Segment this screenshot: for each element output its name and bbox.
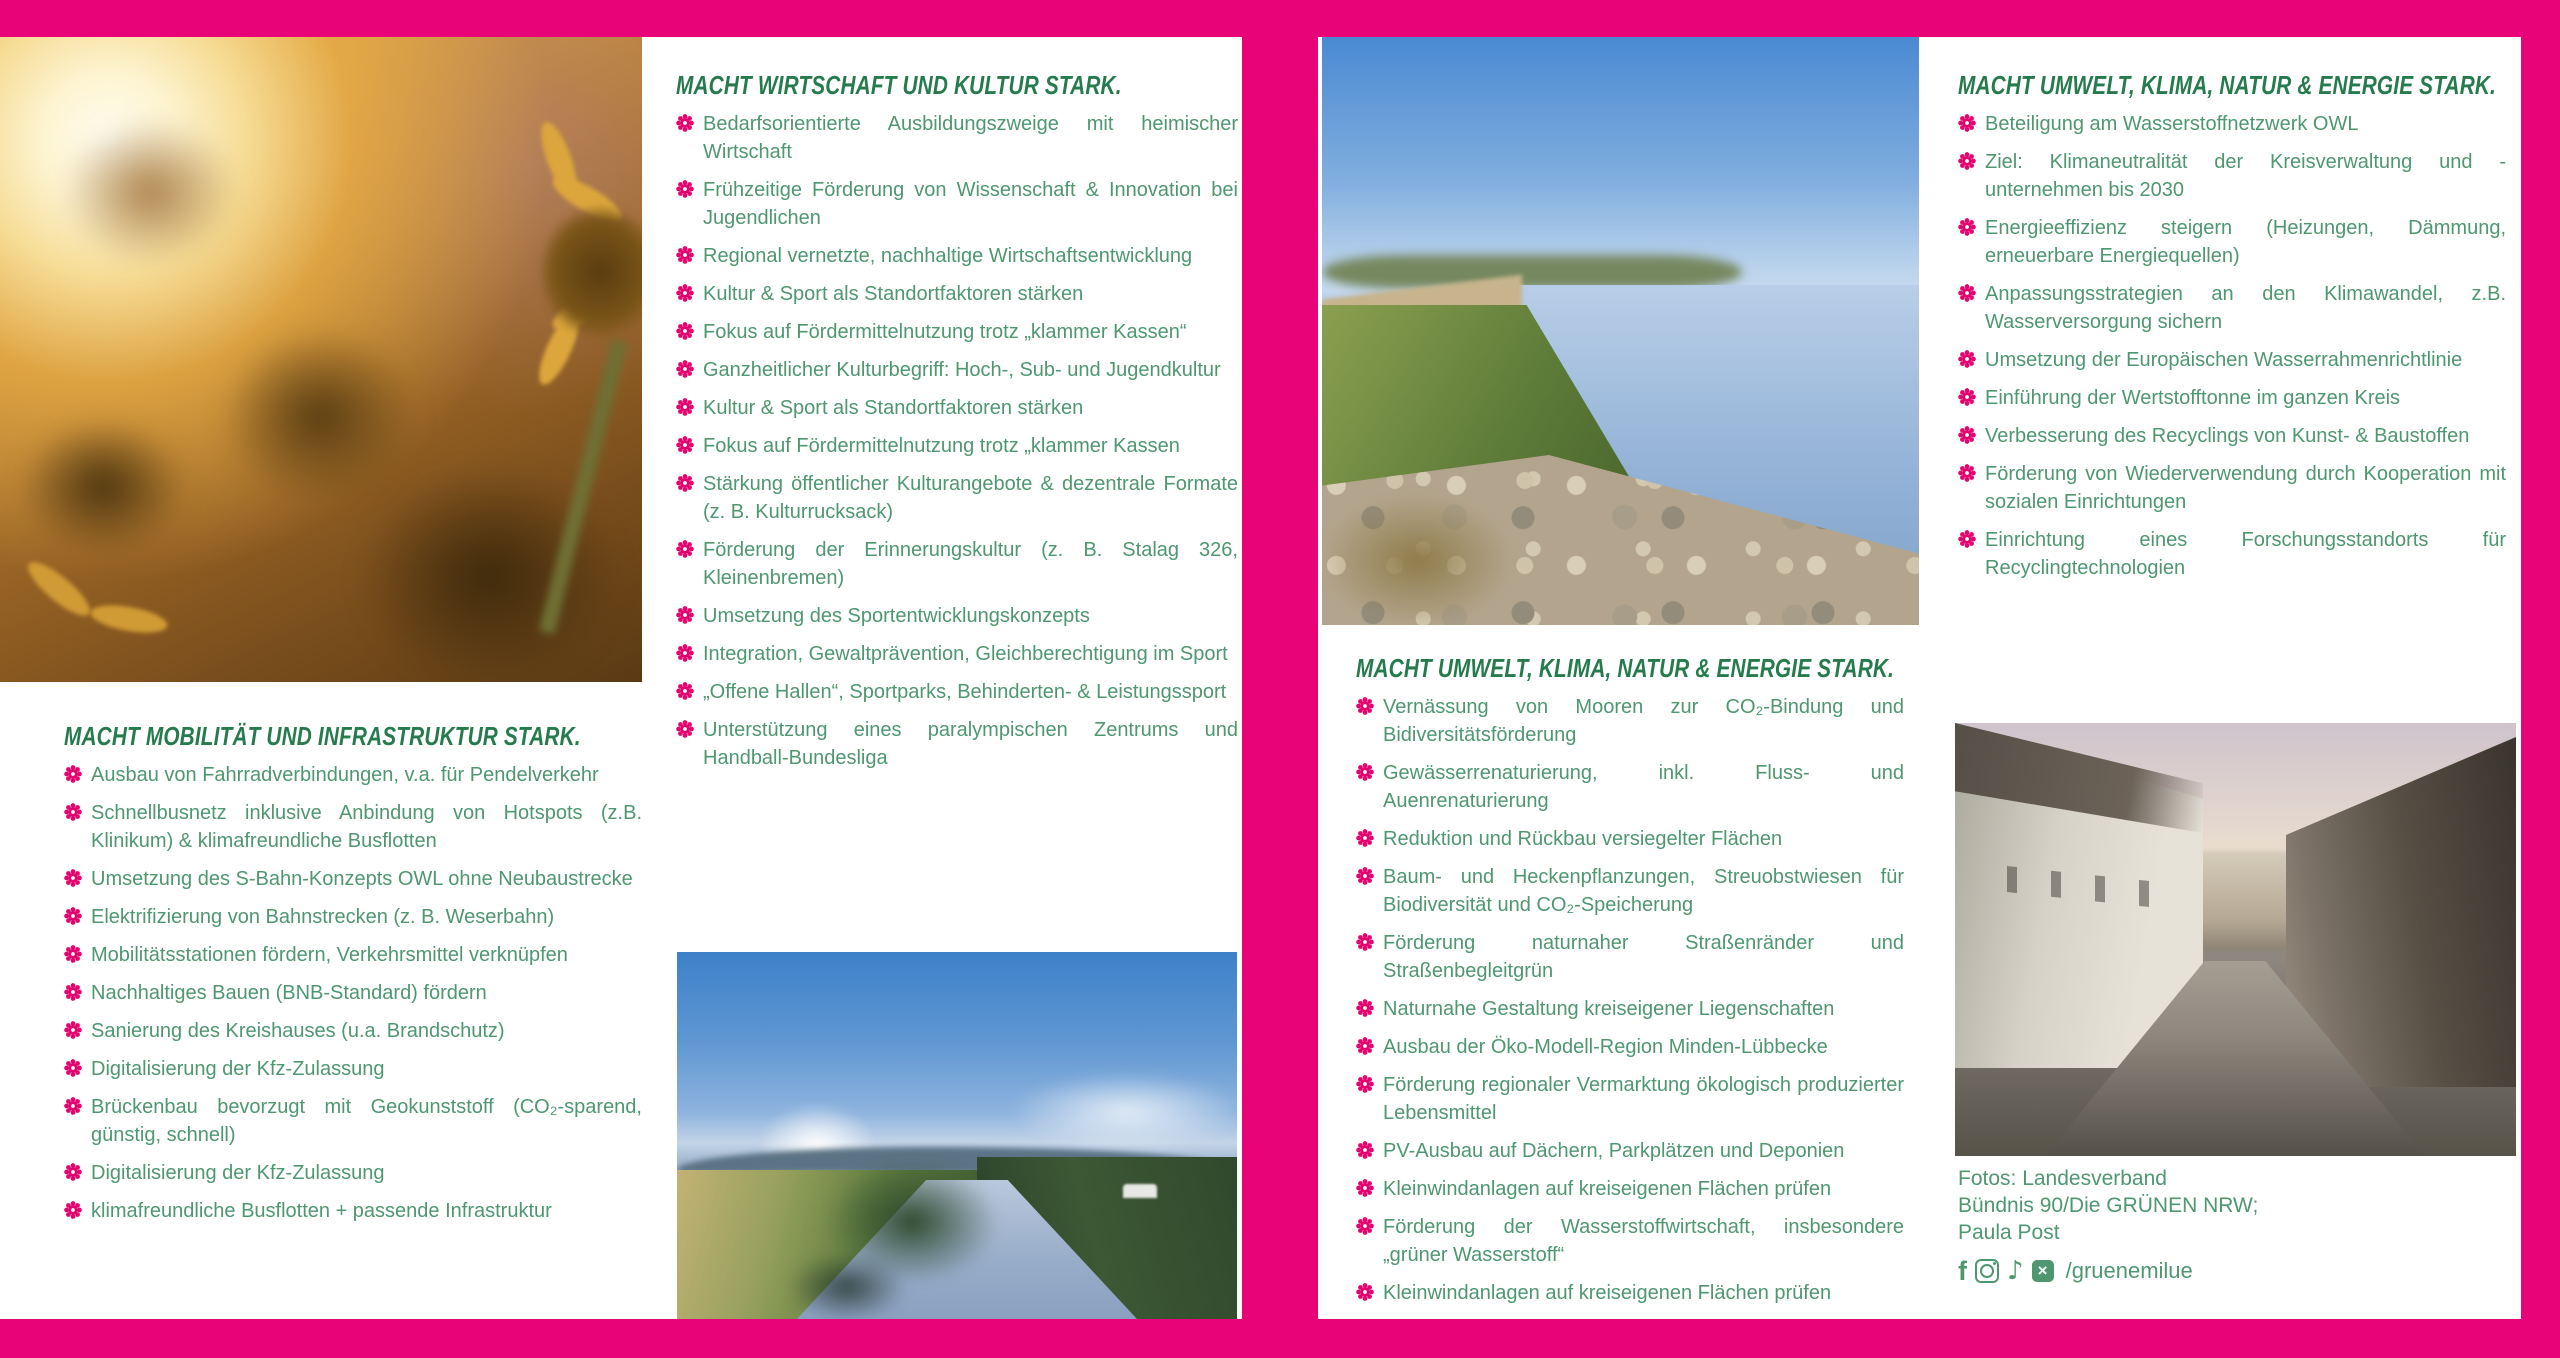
facebook-icon: f (1958, 1255, 1967, 1286)
flower-bullet-icon (1958, 280, 1976, 336)
list-item (64, 979, 642, 1007)
list-item-text: Regional vernetzte, nachhaltige Wirtschaftsentwicklung (703, 245, 1193, 267)
bullet-list (64, 761, 642, 1225)
list-item (676, 432, 1238, 460)
list-item-text: Verbesserung des Recyclings von Kunst- & Baustoffen (1985, 425, 2470, 447)
list-item (64, 1093, 642, 1149)
list-item (676, 536, 1238, 592)
flower-bullet-icon (676, 432, 694, 460)
flower-bullet-icon (1958, 422, 1976, 450)
section-economy-culture (676, 70, 1238, 782)
list-item-text: PV-Ausbau auf Dächern, Parkplätzen und Deponien (1383, 1140, 1845, 1162)
list-item (1356, 929, 1904, 985)
list-item (1958, 280, 2506, 336)
list-item (1356, 995, 1904, 1023)
flower-bullet-icon (64, 761, 82, 789)
list-item (1356, 1213, 1904, 1269)
list-item (1356, 1033, 1904, 1061)
flower-bullet-icon (676, 678, 694, 706)
section-heading: MACHT MOBILITÄT UND INFRASTRUKTUR STARK. (64, 721, 581, 751)
flower-bullet-icon (676, 394, 694, 422)
list-item (64, 1055, 642, 1083)
flower-bullet-icon (1958, 346, 1976, 374)
flower-bullet-icon (1356, 693, 1374, 749)
list-item (676, 640, 1238, 668)
list-item (1356, 759, 1904, 815)
list-item (676, 176, 1238, 232)
list-item (1356, 863, 1904, 919)
list-item-text: Förderung der Wasserstoffwirtschaft, insbesondere „grüner Wasserstoff“ (1383, 1216, 1904, 1266)
list-item (676, 394, 1238, 422)
list-item-text: Digitalisierung der Kfz-Zulassung (91, 1058, 385, 1080)
list-item (676, 678, 1238, 706)
flower-bullet-icon (64, 941, 82, 969)
flower-bullet-icon (64, 865, 82, 893)
flower-bullet-icon (676, 176, 694, 232)
list-item-text: Frühzeitige Förderung von Wissenschaft & Innovation bei Jugendlichen (703, 179, 1238, 229)
river-shore-photo (1322, 37, 1919, 625)
list-item-text: Einführung der Wertstofftonne im ganzen Kreis (1985, 387, 2401, 409)
social-handle: /gruenemilue (2065, 1258, 2193, 1283)
list-item-text: Gewässerrenaturierung, inkl. Fluss- und Auenrenaturierung (1383, 762, 1904, 812)
list-item-text: Vernässung von Mooren zur CO₂-Bindung und Bidiversitätsförderung (1383, 696, 1904, 746)
section-heading: MACHT UMWELT, KLIMA, NATUR & ENERGIE STARK. (1356, 653, 1895, 683)
list-item (64, 761, 642, 789)
sunflower-field-photo (0, 37, 642, 682)
list-item-text: Fokus auf Fördermittelnutzung trotz „klammer Kassen (703, 435, 1180, 457)
flower-bullet-icon (1356, 1213, 1374, 1269)
flower-bullet-icon (64, 799, 82, 855)
list-item-text: Umsetzung des S-Bahn-Konzepts OWL ohne Neubaustrecke (91, 868, 633, 890)
list-item-text: Naturnahe Gestaltung kreiseigener Liegenschaften (1383, 998, 1835, 1020)
list-item-text: Ganzheitlicher Kulturbegriff: Hoch-, Sub- und Jugendkultur (703, 359, 1221, 381)
flower-bullet-icon (676, 640, 694, 668)
flower-bullet-icon (1958, 460, 1976, 516)
photo-credits (1958, 1165, 2506, 1284)
list-item (1958, 148, 2506, 204)
bullet-list (676, 110, 1238, 772)
flower-bullet-icon (1356, 929, 1374, 985)
flower-bullet-icon (676, 280, 694, 308)
list-item-text: Nachhaltiges Bauen (BNB-Standard) fördern (91, 982, 487, 1004)
flower-bullet-icon (1356, 759, 1374, 815)
flower-bullet-icon (1958, 148, 1976, 204)
list-item-text: Anpassungsstrategien an den Klimawandel, z.B. Wasserversorgung sichern (1985, 283, 2506, 333)
list-item-text: Kleinwindanlagen auf kreiseigenen Flächen prüfen (1383, 1178, 1832, 1200)
x-icon: × (2032, 1260, 2054, 1282)
list-item-text: Schnellbusnetz inklusive Anbindung von Hotspots (z.B. Klinikum) & klimafreundliche Busflotten (91, 802, 642, 852)
list-item-text: Brückenbau bevorzugt mit Geokunststoff (CO₂-sparend, günstig, schnell) (91, 1096, 642, 1146)
list-item-text: Fokus auf Fördermittelnutzung trotz „klammer Kassen“ (703, 321, 1187, 343)
list-item-text: Unterstützung eines paralympischen Zentrums und Handball-Bundesliga (703, 719, 1238, 769)
list-item (1356, 1175, 1904, 1203)
instagram-icon (1975, 1259, 1999, 1283)
flower-bullet-icon (1356, 995, 1374, 1023)
flower-bullet-icon (1356, 1137, 1374, 1165)
flower-bullet-icon (676, 318, 694, 346)
list-item (1958, 460, 2506, 516)
flyer-page-right (1318, 37, 2521, 1319)
bullet-list (1958, 110, 2506, 582)
flower-bullet-icon (1958, 384, 1976, 412)
list-item (1356, 1071, 1904, 1127)
list-item-text: Kultur & Sport als Standortfaktoren stärken (703, 397, 1084, 419)
old-town-street-photo (1955, 723, 2516, 1156)
list-item (64, 799, 642, 855)
section-mobility (64, 721, 642, 1235)
list-item (64, 1197, 642, 1225)
list-item-text: Förderung der Erinnerungskultur (z. B. Stalag 326, Kleinenbremen) (703, 539, 1238, 589)
flower-bullet-icon (676, 602, 694, 630)
list-item-text: Integration, Gewaltprävention, Gleichberechtigung im Sport (703, 643, 1228, 665)
flower-bullet-icon (1958, 214, 1976, 270)
flower-bullet-icon (676, 110, 694, 166)
flower-bullet-icon (64, 979, 82, 1007)
list-item (1958, 214, 2506, 270)
social-row (1958, 1255, 2506, 1286)
flower-bullet-icon (64, 1093, 82, 1149)
section-heading: MACHT UMWELT, KLIMA, NATUR & ENERGIE STARK. (1958, 70, 2497, 100)
flower-bullet-icon (1958, 526, 1976, 582)
section-environment-2 (1958, 70, 2506, 592)
list-item-text: Beteiligung am Wasserstoffnetzwerk OWL (1985, 113, 2359, 135)
flower-bullet-icon (64, 1197, 82, 1225)
list-item (64, 1017, 642, 1045)
flyer-page-left (0, 37, 1242, 1319)
list-item-text: Ausbau von Fahrradverbindungen, v.a. für Pendelverkehr (91, 764, 599, 786)
list-item-text: Mobilitätsstationen fördern, Verkehrsmittel verknüpfen (91, 944, 568, 966)
river-valley-photo (677, 952, 1237, 1319)
flower-bullet-icon (1356, 863, 1374, 919)
credit-line: Fotos: Landesverband (1958, 1167, 2167, 1190)
list-item-text: Förderung regionaler Vermarktung ökologisch produzierter Lebensmittel (1383, 1074, 1904, 1124)
list-item-text: Kleinwindanlagen auf kreiseigenen Flächen prüfen (1383, 1282, 1832, 1304)
list-item-text: Einrichtung eines Forschungsstandorts für Recyclingtechnologien (1985, 529, 2506, 579)
list-item (64, 941, 642, 969)
bullet-list (1356, 693, 1904, 1307)
list-item-text: Baum- und Heckenpflanzungen, Streuobstwiesen für Biodiversität und CO₂-Speicherung (1383, 866, 1904, 916)
list-item (676, 356, 1238, 384)
flower-bullet-icon (1356, 1033, 1374, 1061)
list-item-text: Reduktion und Rückbau versiegelter Flächen (1383, 828, 1783, 850)
list-item (1958, 422, 2506, 450)
flower-bullet-icon (1958, 110, 1976, 138)
list-item (64, 903, 642, 931)
flower-bullet-icon (676, 716, 694, 772)
list-item (676, 280, 1238, 308)
flower-bullet-icon (1356, 1175, 1374, 1203)
list-item (676, 318, 1238, 346)
list-item (676, 242, 1238, 270)
list-item-text: Förderung von Wiederverwendung durch Kooperation mit sozialen Einrichtungen (1985, 463, 2506, 513)
flower-bullet-icon (676, 356, 694, 384)
flower-bullet-icon (676, 242, 694, 270)
list-item-text: Stärkung öffentlicher Kulturangebote & dezentrale Formate (z. B. Kulturrucksack) (703, 473, 1238, 523)
list-item (676, 110, 1238, 166)
list-item-text: „Offene Hallen“, Sportparks, Behinderten- & Leistungssport (703, 681, 1227, 703)
list-item-text: Digitalisierung der Kfz-Zulassung (91, 1162, 385, 1184)
flower-bullet-icon (64, 1017, 82, 1045)
list-item (1356, 825, 1904, 853)
list-item (64, 1159, 642, 1187)
flower-bullet-icon (64, 1159, 82, 1187)
list-item-text: Umsetzung des Sportentwicklungskonzepts (703, 605, 1090, 627)
section-environment-1 (1356, 653, 1904, 1317)
list-item-text: Elektrifizierung von Bahnstrecken (z. B. Weserbahn) (91, 906, 555, 928)
list-item-text: Ausbau der Öko-Modell-Region Minden-Lübbecke (1383, 1036, 1828, 1058)
list-item (1958, 110, 2506, 138)
flower-bullet-icon (1356, 825, 1374, 853)
list-item (676, 716, 1238, 772)
list-item-text: Ziel: Klimaneutralität der Kreisverwaltung und -unternehmen bis 2030 (1985, 151, 2506, 201)
flower-bullet-icon (64, 903, 82, 931)
list-item-text: Förderung naturnaher Straßenränder und Straßenbegleitgrün (1383, 932, 1904, 982)
list-item-text: Sanierung des Kreishauses (u.a. Brandschutz) (91, 1020, 505, 1042)
list-item-text: Energieeffizienz steigern (Heizungen, Dämmung, erneuerbare Energiequellen) (1985, 217, 2506, 267)
flower-bullet-icon (676, 470, 694, 526)
list-item-text: Bedarfsorientierte Ausbildungszweige mit heimischer Wirtschaft (703, 113, 1238, 163)
flower-bullet-icon (676, 536, 694, 592)
list-item-text: Kultur & Sport als Standortfaktoren stärken (703, 283, 1084, 305)
credit-line: Paula Post (1958, 1221, 2060, 1244)
list-item-text: Umsetzung der Europäischen Wasserrahmenrichtlinie (1985, 349, 2463, 371)
flower-bullet-icon (64, 1055, 82, 1083)
list-item (1356, 693, 1904, 749)
credit-line: Bündnis 90/Die GRÜNEN NRW; (1958, 1194, 2259, 1217)
list-item (1958, 526, 2506, 582)
list-item (1356, 1279, 1904, 1307)
list-item (676, 470, 1238, 526)
list-item (1356, 1137, 1904, 1165)
flower-bullet-icon (1356, 1279, 1374, 1307)
flower-bullet-icon (1356, 1071, 1374, 1127)
list-item (64, 865, 642, 893)
list-item (1958, 384, 2506, 412)
section-heading: MACHT WIRTSCHAFT UND KULTUR STARK. (676, 70, 1122, 100)
tiktok-icon: ♪ (2007, 1256, 2024, 1286)
list-item (676, 602, 1238, 630)
list-item-text: klimafreundliche Busflotten + passende Infrastruktur (91, 1200, 552, 1222)
list-item (1958, 346, 2506, 374)
